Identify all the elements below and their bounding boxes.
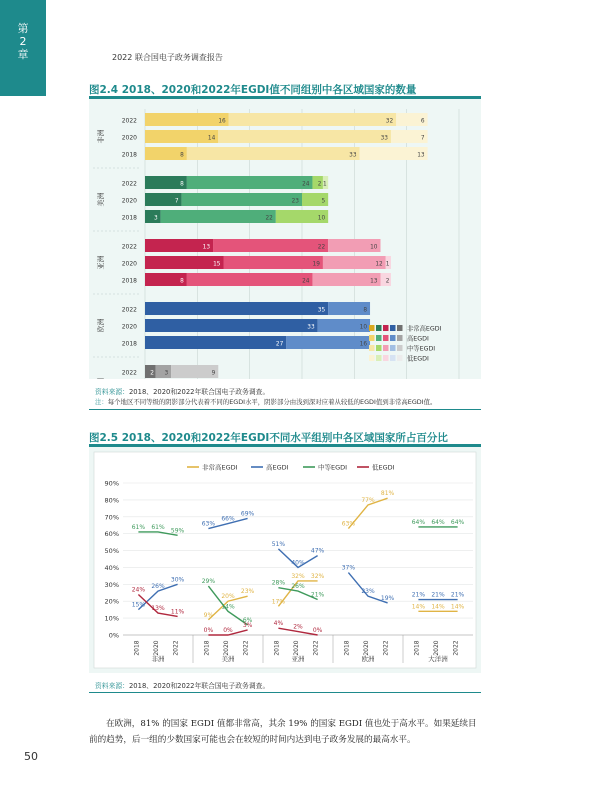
bar-value-label: 2	[385, 278, 390, 285]
bar-value-label: 32	[385, 118, 394, 125]
bar-value-label: 22	[317, 244, 326, 251]
bar-value-label: 24	[302, 278, 310, 285]
bar-segment	[145, 302, 328, 315]
bar-value-label: 8	[363, 307, 368, 314]
x-region-label: 欧洲	[361, 655, 375, 663]
data-label: 69%	[240, 510, 255, 518]
figure-2-4-source	[95, 386, 269, 396]
data-label: 51%	[271, 540, 286, 548]
bar-value-label: 5	[321, 198, 326, 205]
legend-swatch	[376, 335, 382, 341]
data-label: 29%	[201, 578, 216, 586]
y-tick-label: 10%	[104, 614, 119, 623]
data-label: 14%	[411, 603, 426, 611]
bar-value-label: 13	[417, 152, 425, 159]
x-year-label: 2020	[223, 640, 230, 656]
bar-segment	[229, 113, 396, 126]
bar-value-label: 23	[291, 198, 299, 205]
data-label: 66%	[221, 515, 235, 523]
legend-label: 非常高EGDI	[407, 325, 442, 333]
bar-value-label: 24	[302, 181, 310, 188]
y-tick-label: 80%	[104, 496, 119, 505]
data-label: 14%	[221, 603, 235, 611]
y-tick-label: 60%	[104, 530, 119, 539]
bar-segment	[155, 365, 171, 378]
bar-value-label: 22	[265, 215, 273, 222]
data-label: 21%	[310, 591, 325, 599]
legend-swatch	[383, 325, 389, 331]
data-label: 77%	[361, 496, 375, 504]
bar-value-label: 8	[180, 181, 184, 188]
year-label: 2018	[121, 151, 137, 159]
x-region-label: 美洲	[221, 655, 235, 663]
bar-value-label: 13	[202, 244, 211, 251]
data-label: 0%	[223, 627, 233, 634]
region-label: 亚洲	[97, 255, 105, 270]
legend-swatch	[397, 325, 403, 331]
data-label: 9%	[203, 611, 214, 619]
legend-swatch	[383, 335, 389, 341]
x-year-label: 2022	[452, 640, 460, 656]
data-label: 40%	[291, 559, 305, 567]
y-tick-label: 0%	[108, 631, 119, 640]
page-number: 50	[24, 750, 38, 763]
figure-2-4-chart	[89, 99, 481, 379]
bar-value-label: 9	[211, 370, 216, 377]
data-label: 47%	[310, 547, 325, 555]
bar-value-label: 3	[164, 370, 169, 377]
chapter-tab-line3: 章	[17, 48, 29, 61]
plot-frame	[94, 452, 476, 668]
figure-2-4-source-text: 2018、2020和2022年联合国电子政务调查。	[128, 388, 270, 396]
legend-swatch	[390, 325, 396, 331]
data-label: 6%	[242, 616, 253, 624]
legend-swatch	[390, 335, 396, 341]
x-year-label: 2018	[133, 640, 141, 656]
bar-segment	[224, 256, 323, 269]
bar-segment	[161, 210, 276, 223]
bar-segment	[218, 130, 391, 143]
bar-segment	[145, 113, 229, 126]
x-year-label: 2018	[203, 640, 211, 656]
data-label: 64%	[411, 518, 426, 526]
year-label: 2018	[121, 277, 137, 285]
x-year-label: 2022	[172, 640, 180, 656]
figure-2-5-title: 图2.5 2018、2020和2022年EGDI不同水平组别中各区域国家所占百分比	[89, 432, 448, 444]
bar-segment	[145, 210, 161, 223]
data-label: 63%	[201, 520, 216, 528]
data-label: 26%	[151, 583, 165, 591]
bar-segment	[187, 273, 313, 286]
legend-swatch	[369, 335, 375, 341]
figure-2-5-bottom-rule	[89, 692, 481, 693]
data-label: 26%	[291, 583, 305, 591]
region-label: 非洲	[97, 129, 105, 144]
bar-value-label: 2	[150, 370, 154, 377]
legend-label: 非常高EGDI	[202, 463, 238, 472]
bar-value-label: 19	[312, 261, 320, 268]
bar-value-label: 3	[153, 215, 158, 222]
data-label: 2%	[293, 623, 303, 631]
data-label: 23%	[361, 588, 375, 596]
year-label: 2022	[121, 306, 137, 314]
data-label: 21%	[411, 591, 426, 599]
bar-value-label: 10	[317, 215, 326, 222]
legend-swatch	[369, 345, 375, 351]
chapter-tab-line2: 2	[19, 35, 27, 48]
legend-swatch	[376, 345, 382, 351]
bar-value-label: 10	[359, 324, 368, 331]
x-region-label: 大洋洲	[428, 655, 448, 663]
x-year-label: 2022	[382, 640, 390, 656]
x-year-label: 2018	[413, 640, 421, 656]
data-label: 11%	[170, 608, 185, 616]
figure-2-4-source-label: 资料来源：	[95, 388, 129, 396]
legend-swatch	[369, 355, 375, 361]
data-label: 14%	[450, 603, 465, 611]
bar-segment	[286, 336, 370, 349]
year-label: 2022	[121, 180, 137, 188]
bar-value-label: 13	[370, 278, 378, 285]
x-year-label: 2020	[153, 640, 160, 656]
year-label: 2022	[121, 117, 137, 125]
data-label: 4%	[273, 620, 284, 628]
bar-value-label: 7	[420, 135, 425, 142]
legend-label: 高EGDI	[407, 335, 429, 343]
y-tick-label: 30%	[104, 580, 119, 589]
x-year-label: 2020	[363, 640, 370, 656]
x-region-label: 亚洲	[291, 655, 305, 663]
bar-value-label: 33	[307, 324, 315, 331]
bar-value-label: 10	[370, 244, 378, 251]
figure-2-4-bottom-rule	[89, 409, 481, 410]
data-label: 21%	[431, 591, 445, 599]
region-label: 欧洲	[97, 318, 105, 333]
data-label: 63%	[341, 520, 356, 528]
x-year-label: 2022	[312, 640, 320, 656]
data-label: 21%	[450, 591, 465, 599]
region-label	[96, 378, 105, 379]
data-label: 61%	[151, 523, 165, 531]
legend-swatch	[383, 345, 389, 351]
bar-value-label: 16	[218, 118, 226, 125]
legend-swatch	[390, 345, 396, 351]
data-label: 59%	[170, 527, 185, 535]
x-year-label: 2020	[433, 640, 440, 656]
legend-swatch	[397, 335, 403, 341]
data-label: 0%	[312, 627, 323, 634]
bar-value-label: 8	[180, 278, 184, 285]
data-label: 14%	[431, 603, 445, 611]
figure-2-4-note-label: 注：	[95, 398, 108, 406]
bar-value-label: 8	[180, 152, 184, 159]
bar-value-label: 15	[213, 261, 221, 268]
body-paragraph: 在欧洲，81% 的国家 EGDI 值都非常高，其余 19% 的国家 EGDI 值也处于高水平。如果延续目前的趋势，后一组的少数国家可能也会在较短的时间内达到电子政务发展的最高水平。	[89, 719, 477, 745]
x-year-label: 2018	[343, 640, 351, 656]
bar-value-label: 33	[380, 135, 388, 142]
data-label: 64%	[450, 518, 465, 526]
year-label: 2020	[121, 260, 137, 268]
legend-label: 低EGDI	[372, 463, 395, 472]
data-label: 81%	[380, 490, 395, 498]
data-label: 28%	[271, 579, 286, 587]
figure-2-5-source	[95, 680, 269, 690]
legend-swatch	[390, 355, 396, 361]
bar-segment	[145, 319, 318, 332]
y-tick-label: 70%	[104, 513, 119, 522]
legend-swatch	[376, 355, 382, 361]
figure-2-4-panel	[89, 99, 481, 379]
data-label: 61%	[131, 523, 146, 531]
bar-segment	[145, 256, 224, 269]
bar-value-label: 27	[275, 341, 284, 348]
bar-segment	[187, 176, 313, 189]
data-label: 13%	[151, 605, 165, 613]
data-label: 0%	[203, 627, 214, 634]
legend-swatch	[369, 325, 375, 331]
legend-label: 中等EGDI	[318, 463, 348, 472]
y-tick-label: 90%	[104, 479, 119, 488]
bar-value-label: 16	[359, 341, 368, 348]
legend-swatch	[397, 355, 403, 361]
year-label: 2020	[121, 197, 137, 205]
bar-value-label: 7	[174, 198, 179, 205]
bar-segment	[213, 239, 328, 252]
bar-value-label: 6	[420, 118, 425, 125]
legend-label: 中等EGDI	[407, 345, 436, 353]
data-label: 3%	[242, 621, 253, 629]
bar-value-label: 33	[349, 152, 357, 159]
figure-2-5-source-label: 资料来源：	[95, 682, 129, 690]
data-label: 20%	[221, 593, 235, 601]
bar-value-label: 35	[317, 307, 326, 314]
data-label: 24%	[131, 586, 146, 594]
figure-2-5-panel	[89, 447, 481, 673]
region-label: 美洲	[97, 192, 105, 207]
y-tick-label: 50%	[104, 547, 119, 556]
bar-segment	[187, 147, 360, 160]
report-header: 2022 联合国电子政务调查报告	[112, 53, 223, 62]
legend-swatch	[383, 355, 389, 361]
bar-segment	[145, 336, 286, 349]
bar-value-label: 1	[322, 181, 327, 188]
data-label: 23%	[240, 588, 255, 596]
data-label: 32%	[310, 572, 325, 580]
bar-value-label: 1	[385, 261, 390, 268]
data-label: 17%	[271, 598, 286, 606]
year-label: 2018	[121, 340, 137, 348]
figure-2-4-note-text: 每个地区不同等级的阴影部分代表着不同的EGDI水平，阴影部分由浅到深对应着从较低的EGDI值到非常高EGDI值。	[107, 398, 437, 406]
year-label: 2020	[121, 134, 137, 142]
figure-2-4-note	[95, 397, 436, 406]
data-label: 19%	[380, 594, 395, 602]
data-label: 32%	[291, 572, 305, 580]
legend-label: 高EGDI	[266, 463, 289, 472]
x-year-label: 2018	[273, 640, 281, 656]
figure-2-4-title: 图2.4 2018、2020和2022年EGDI值不同组别中各区域国家的数量	[89, 84, 417, 96]
y-tick-label: 20%	[104, 597, 119, 606]
year-label: 2020	[121, 323, 137, 331]
data-label: 30%	[170, 576, 185, 584]
data-label: 15%	[131, 601, 146, 609]
bar-segment	[182, 193, 302, 206]
bar-value-label: 14	[207, 135, 216, 142]
year-label: 2022	[121, 369, 137, 377]
y-tick-label: 40%	[104, 563, 119, 572]
figure-2-5-source-text: 2018、2020和2022年联合国电子政务调查。	[128, 682, 270, 690]
legend-swatch	[376, 325, 382, 331]
year-label: 2018	[121, 214, 137, 222]
legend-swatch	[397, 345, 403, 351]
x-region-label: 非洲	[151, 655, 165, 663]
bar-value-label: 2	[317, 181, 322, 188]
data-label: 37%	[341, 564, 356, 572]
legend-label: 低EGDI	[407, 355, 429, 363]
bar-value-label: 12	[375, 261, 383, 268]
figure-2-5-chart	[89, 447, 481, 673]
data-label: 64%	[431, 518, 445, 526]
x-year-label: 2020	[293, 640, 300, 656]
chapter-tab-line1: 第	[17, 22, 29, 35]
year-label: 2022	[121, 243, 137, 251]
x-year-label: 2022	[242, 640, 250, 656]
chapter-tab	[0, 0, 46, 96]
